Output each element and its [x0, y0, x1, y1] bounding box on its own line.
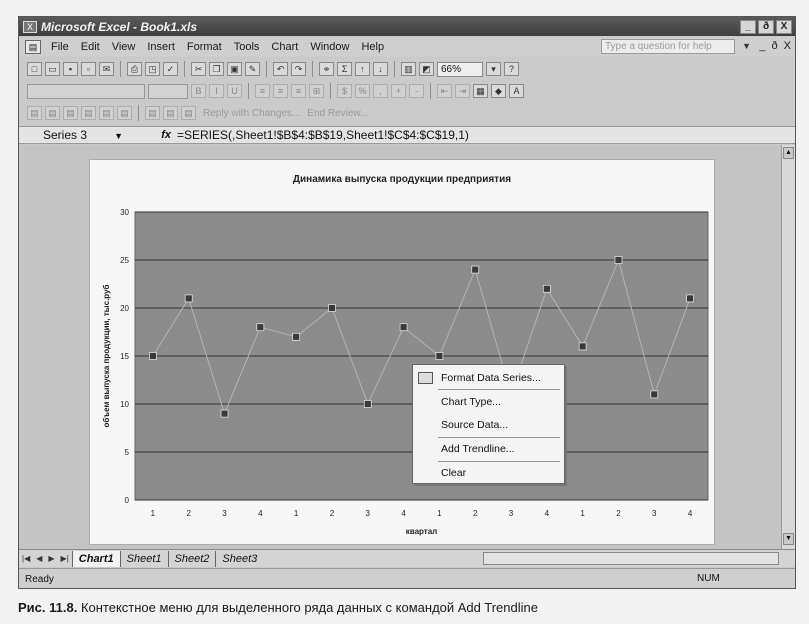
first-sheet-icon[interactable]: |◀ — [22, 554, 31, 563]
close-button[interactable]: X — [776, 20, 792, 34]
review-icon[interactable]: ▤ — [99, 106, 114, 120]
data-point[interactable] — [687, 295, 694, 302]
y-axis-label: объем выпуска продукции, тыс.руб — [102, 284, 111, 428]
menu-tools[interactable]: Tools — [233, 41, 260, 53]
doc-restore-button[interactable]: ð — [771, 40, 778, 52]
data-point[interactable] — [364, 401, 371, 408]
email-icon[interactable]: ✉ — [99, 62, 114, 76]
drawing-icon[interactable]: ◩ — [419, 62, 434, 76]
x-tick-label: 2 — [329, 509, 335, 518]
menu-add-trendline[interactable]: Add Trendline... — [441, 443, 515, 455]
scroll-up-icon[interactable]: ▲ — [783, 147, 794, 159]
underline-icon[interactable]: U — [227, 84, 242, 98]
data-point[interactable] — [185, 295, 192, 302]
formula-bar — [19, 126, 795, 144]
review-icon[interactable]: ▤ — [45, 106, 60, 120]
x-tick-label: 1 — [437, 509, 442, 518]
hyperlink-icon[interactable]: ⚭ — [319, 62, 334, 76]
end-review-button[interactable]: End Review... — [307, 107, 369, 119]
help-search-input[interactable]: Type a question for help — [601, 39, 735, 54]
menu-separator — [438, 389, 560, 390]
menu-format-data-series[interactable]: Format Data Series... — [441, 372, 541, 384]
chart-title[interactable]: Динамика выпуска продукции предприятия — [292, 174, 512, 185]
insert-function-icon[interactable]: fx — [161, 129, 171, 141]
name-box[interactable] — [19, 127, 129, 143]
review-icon[interactable]: ▤ — [181, 106, 196, 120]
status-text: Ready — [25, 573, 54, 585]
x-tick-label: 4 — [687, 509, 693, 518]
format-data-series-icon — [418, 372, 433, 384]
toolbar-separator — [312, 61, 313, 77]
review-icon[interactable]: ▤ — [163, 106, 178, 120]
review-icon[interactable]: ▤ — [63, 106, 78, 120]
data-point[interactable] — [436, 353, 443, 360]
num-lock-indicator: NUM — [697, 573, 720, 584]
menu-bar — [19, 37, 795, 57]
copy-icon[interactable]: ❐ — [209, 62, 224, 76]
chart-area[interactable] — [89, 159, 715, 545]
reviewing-toolbar — [19, 102, 795, 124]
bold-icon[interactable]: B — [191, 84, 206, 98]
review-icon[interactable]: ▤ — [27, 106, 42, 120]
next-sheet-icon[interactable]: ▶ — [48, 554, 55, 563]
x-tick-label: 2 — [472, 509, 478, 518]
x-tick-label: 3 — [365, 509, 371, 518]
menu-chart[interactable]: Chart — [271, 41, 299, 53]
save-icon[interactable]: ▪ — [63, 62, 78, 76]
comma-icon[interactable]: , — [373, 84, 388, 98]
x-tick-label: 3 — [508, 509, 514, 518]
decrease-decimal-icon[interactable]: - — [409, 84, 424, 98]
data-point[interactable] — [543, 285, 550, 292]
minimize-button[interactable]: _ — [740, 20, 756, 34]
menu-file[interactable]: File — [51, 41, 69, 53]
formatting-toolbar — [19, 80, 795, 102]
menu-edit[interactable]: Edit — [80, 41, 100, 53]
menu-insert[interactable]: Insert — [147, 41, 175, 53]
zoom-select[interactable]: 66% — [437, 62, 483, 77]
percent-icon[interactable]: % — [355, 84, 370, 98]
toolbar-separator — [394, 61, 395, 77]
excel-window — [18, 16, 796, 589]
undo-icon[interactable]: ↶ — [273, 62, 288, 76]
fill-color-icon[interactable]: ◆ — [491, 84, 506, 98]
toolbar-separator — [248, 83, 249, 99]
borders-icon[interactable]: ▦ — [473, 84, 488, 98]
standard-toolbar — [19, 58, 795, 80]
toolbar-separator — [138, 105, 139, 121]
tab-chart1[interactable]: Chart1 — [72, 551, 120, 567]
font-name-select[interactable] — [27, 84, 145, 99]
currency-icon[interactable]: $ — [337, 84, 352, 98]
x-tick-label: 1 — [293, 509, 299, 518]
data-point[interactable] — [651, 391, 658, 398]
vertical-scrollbar[interactable] — [781, 145, 795, 549]
chart-svg — [90, 160, 716, 546]
data-point[interactable] — [149, 353, 156, 360]
doc-close-button[interactable]: X — [783, 40, 791, 52]
menu-chart-type[interactable]: Chart Type... — [441, 396, 501, 408]
horizontal-scrollbar[interactable] — [483, 552, 779, 565]
formula-input[interactable]: =SERIES(,Sheet1!$B$4:$B$19,Sheet1!$C$4:$C$19,1) — [177, 128, 469, 142]
sort-ascending-icon[interactable]: ↑ — [355, 62, 370, 76]
y-tick-label: 10 — [120, 400, 129, 409]
toolbar-separator — [330, 83, 331, 99]
menu-separator — [438, 461, 560, 462]
spelling-icon[interactable]: ✓ — [163, 62, 178, 76]
sort-descending-icon[interactable]: ↓ — [373, 62, 388, 76]
help-icon[interactable]: ? — [504, 62, 519, 76]
y-tick-label: 25 — [120, 256, 129, 265]
last-sheet-icon[interactable]: ▶| — [60, 554, 69, 563]
toolbar-separator — [266, 61, 267, 77]
x-tick-label: 4 — [258, 509, 263, 518]
print-icon[interactable]: ⎙ — [127, 62, 142, 76]
x-tick-label: 4 — [401, 509, 406, 518]
increase-indent-icon[interactable]: ⇥ — [455, 84, 470, 98]
context-menu — [412, 364, 565, 484]
decrease-indent-icon[interactable]: ⇤ — [437, 84, 452, 98]
chart-sheet-area — [19, 145, 781, 549]
chart-wizard-icon[interactable]: ▥ — [401, 62, 416, 76]
align-left-icon[interactable]: ≡ — [255, 84, 270, 98]
x-tick-label: 3 — [222, 509, 227, 518]
paste-icon[interactable]: ▣ — [227, 62, 242, 76]
name-box-dropdown-icon[interactable]: ▼ — [114, 131, 123, 141]
y-tick-label: 30 — [120, 208, 129, 217]
menu-window[interactable]: Window — [310, 41, 350, 53]
figure-label: Рис. 11.8. — [18, 600, 78, 615]
font-size-select[interactable] — [148, 84, 188, 99]
print-preview-icon[interactable]: ◳ — [145, 62, 160, 76]
tab-sheet1[interactable]: Sheet1 — [120, 551, 168, 567]
data-point[interactable] — [400, 324, 407, 331]
restore-button[interactable]: ð — [758, 20, 774, 34]
y-tick-label: 5 — [124, 448, 129, 457]
figure-caption-text: Контекстное меню для выделенного ряда данных с командой Add Trendline — [80, 600, 538, 615]
data-point[interactable] — [257, 324, 264, 331]
permission-icon[interactable]: ▫ — [81, 62, 96, 76]
open-icon[interactable]: ▭ — [45, 62, 60, 76]
name-box-value: Series 3 — [43, 128, 88, 142]
data-point[interactable] — [221, 410, 228, 417]
y-tick-label: 0 — [124, 496, 129, 505]
title-bar — [19, 17, 795, 36]
excel-icon: X — [23, 21, 37, 33]
x-tick-label: 1 — [150, 509, 156, 518]
zoom-dropdown-icon[interactable]: ▾ — [486, 62, 501, 76]
data-point[interactable] — [472, 266, 479, 273]
x-tick-label: 1 — [580, 509, 585, 518]
format-painter-icon[interactable]: ✎ — [245, 62, 260, 76]
tab-sheet2[interactable]: Sheet2 — [168, 551, 216, 567]
help-dropdown-icon[interactable]: ▼ — [742, 41, 751, 51]
tab-sheet3[interactable]: Sheet3 — [215, 551, 263, 567]
redo-icon[interactable]: ↷ — [291, 62, 306, 76]
menu-help[interactable]: Help — [361, 41, 385, 53]
menu-clear[interactable]: Clear — [441, 467, 467, 479]
increase-decimal-icon[interactable]: + — [391, 84, 406, 98]
status-bar — [19, 568, 795, 589]
menu-separator — [438, 437, 560, 438]
italic-icon[interactable]: I — [209, 84, 224, 98]
sheet-tabs-bar — [19, 549, 795, 567]
scroll-down-icon[interactable]: ▼ — [783, 533, 794, 545]
menu-view[interactable]: View — [111, 41, 136, 53]
toolbar-separator — [430, 83, 431, 99]
font-color-icon[interactable]: A — [509, 84, 524, 98]
y-tick-label: 20 — [120, 304, 129, 313]
new-icon[interactable]: □ — [27, 62, 42, 76]
toolbar-separator — [120, 61, 121, 77]
review-icon[interactable]: ▤ — [117, 106, 132, 120]
data-point[interactable] — [293, 333, 300, 340]
x-tick-label: 4 — [544, 509, 550, 518]
data-point[interactable] — [328, 305, 335, 312]
workbook-icon[interactable]: ▤ — [25, 40, 41, 54]
prev-sheet-icon[interactable]: ◀ — [36, 554, 43, 563]
y-tick-label: 15 — [120, 352, 129, 361]
cut-icon[interactable]: ✂ — [191, 62, 206, 76]
review-icon[interactable]: ▤ — [81, 106, 96, 120]
x-tick-label: 3 — [652, 509, 657, 518]
doc-minimize-button[interactable]: _ — [759, 40, 766, 52]
data-point[interactable] — [615, 257, 622, 264]
x-tick-label: 2 — [186, 509, 191, 518]
autosum-icon[interactable]: Σ — [337, 62, 352, 76]
x-axis-label: квартал — [405, 527, 438, 536]
data-point[interactable] — [579, 343, 586, 350]
review-icon[interactable]: ▤ — [145, 106, 160, 120]
x-tick-label: 2 — [616, 509, 621, 518]
merge-center-icon[interactable]: ⊞ — [309, 84, 324, 98]
align-center-icon[interactable]: ≡ — [273, 84, 288, 98]
window-title: Microsoft Excel - Book1.xls — [41, 19, 198, 34]
menu-source-data[interactable]: Source Data... — [441, 419, 509, 431]
figure-caption — [18, 600, 538, 615]
toolbar-separator — [184, 61, 185, 77]
align-right-icon[interactable]: ≡ — [291, 84, 306, 98]
reply-with-changes-button[interactable]: Reply with Changes... — [203, 107, 301, 119]
menu-format[interactable]: Format — [186, 41, 222, 53]
